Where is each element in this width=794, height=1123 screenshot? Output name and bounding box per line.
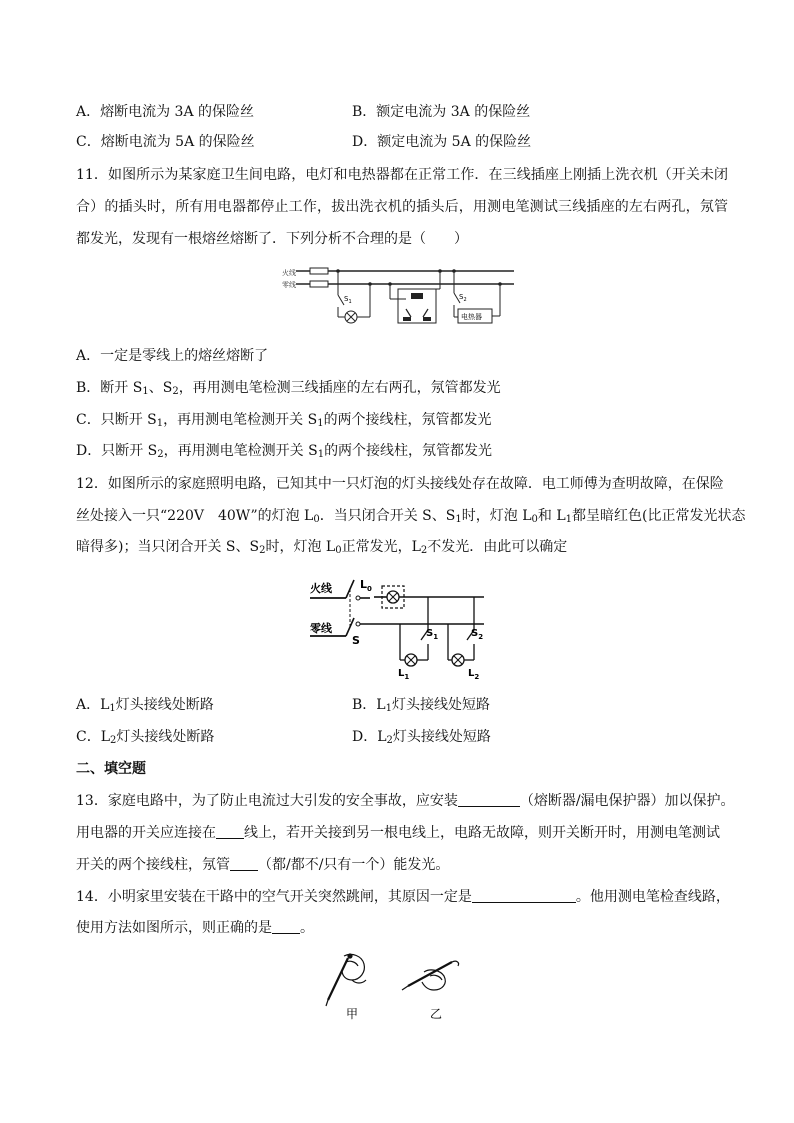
q11-fig-s2-label: $S_2$ bbox=[459, 293, 467, 303]
q12-options-row-1 bbox=[76, 695, 736, 715]
q10-option-c: C．熔断电流为 5A 的保险丝 bbox=[76, 134, 255, 150]
q14-line-2: 使用方法如图所示，则正确的是 。 bbox=[76, 920, 314, 936]
q11-option-c: C．只断开 $S_1$，再用测电笔检测开关 $S_1$的两个接线柱，氖管都发光 bbox=[76, 412, 492, 429]
q14-hand-yi bbox=[402, 961, 459, 990]
q12-option-d: D．$L_2$灯头接线处短路 bbox=[352, 729, 491, 746]
q12-option-b: B．$L_1$灯头接线处短路 bbox=[352, 697, 490, 714]
q11-stem: 11．如图所示为某家庭卫生间电路，电灯和电热器都在正常工作．在三线插座上刚插上洗衣机（开关未闭合）的插头时，所有用电器都停止工作，拔出洗衣机的插头后，用测电笔测试三线插座的左右两孔，氖管都发光，发现有一根熔丝熔断了．下列分析不合理的是（ ） bbox=[76, 167, 728, 247]
q11-fig-live-label: 火线 bbox=[282, 269, 296, 277]
q13-blank-3[interactable] bbox=[230, 856, 258, 871]
q14-test-pen-figure bbox=[322, 950, 472, 1024]
q11-option-b: B．断开 $S_1$、$S_2$，再用测电笔检测三线插座的左右两孔，氖管都发光 bbox=[76, 380, 501, 397]
q14-hand-jia bbox=[326, 954, 366, 1006]
q13-blank-1[interactable] bbox=[458, 792, 520, 807]
q10-option-a: A．熔断电流为 3A 的保险丝 bbox=[76, 104, 255, 120]
q11-fig-s1-label: $S_1$ bbox=[344, 295, 352, 305]
q13-line-2: 用电器的开关应连接在 线上，若开关接到另一根电线上，电路无故障，则开关断开时，用测电笔测试 bbox=[76, 825, 720, 841]
q12-options-row-2 bbox=[76, 727, 736, 747]
q10-option-b: B．额定电流为 3A 的保险丝 bbox=[352, 104, 531, 120]
q12-circuit-figure bbox=[308, 574, 488, 680]
q12-fig-l0-label: $L_0$ bbox=[360, 578, 372, 593]
q12-fig-s1-label: $S_1$ bbox=[426, 628, 439, 641]
q10-options-row-2 bbox=[76, 132, 736, 152]
q14-blank-2[interactable] bbox=[272, 919, 300, 934]
q11-option-d: D．只断开 $S_2$，再用测电笔检测开关 $S_1$的两个接线柱，氖管都发光 bbox=[76, 443, 493, 460]
q13-line-1: 13．家庭电路中，为了防止电流过大引发的安全事故，应安装 （熔断器/漏电保护器）加以保护。 bbox=[76, 793, 735, 809]
q14-fig-jia-label: 甲 bbox=[346, 1007, 359, 1021]
q12-fig-l1-label: $L_1$ bbox=[398, 668, 410, 680]
q14-line-1: 14．小明家里安装在干路中的空气开关突然跳闸，其原因一定是 。他用测电笔检查线路， bbox=[76, 889, 730, 905]
q13-line-3: 开关的两个接线柱，氖管 （都/都不/只有一个）能发光。 bbox=[76, 857, 450, 873]
q13-blank-2[interactable] bbox=[216, 824, 244, 839]
q12-stem-line-2: 丝处接入一只“220V 40W”的灯泡 $L_0$．当只闭合开关 S、$S_1$时，灯泡 $L_0$和 $L_1$都呈暗红色(比正常发光状态 bbox=[76, 508, 746, 525]
q12-option-a: A．$L_1$灯头接线处断路 bbox=[76, 697, 214, 714]
q11-circuit-figure bbox=[278, 259, 518, 331]
q12-fig-l2-label: $L_2$ bbox=[468, 668, 480, 680]
q12-fig-neutral-label: 零线 bbox=[310, 622, 332, 635]
q12-stem-line-3: 暗得多)；当只闭合开关 S、$S_2$时，灯泡 $L_0$正常发光，$L_2$不发光．由此可以确定 bbox=[76, 539, 568, 556]
section-2-heading: 二、填空题 bbox=[76, 761, 146, 777]
q14-fig-yi-label: 乙 bbox=[430, 1007, 443, 1021]
q12-fig-live-label: 火线 bbox=[310, 582, 332, 595]
q12-fig-s2-label: $S_2$ bbox=[471, 628, 484, 641]
q12-stem-line-1: 12．如图所示的家庭照明电路，已知其中一只灯泡的灯头接线处存在故障．电工师傅为查明故障，在保险 bbox=[76, 476, 724, 492]
q14-blank-1[interactable] bbox=[472, 888, 576, 903]
q11-fig-neutral-label: 零线 bbox=[282, 281, 296, 289]
q12-fig-s-label: S bbox=[352, 634, 360, 647]
q11-fig-heater-label: 电热器 bbox=[461, 313, 482, 321]
q12-option-c: C．$L_2$灯头接线处断路 bbox=[76, 729, 215, 746]
q10-option-d: D．额定电流为 5A 的保险丝 bbox=[352, 134, 532, 150]
q10-options-row-1 bbox=[76, 102, 736, 122]
q11-option-a: A．一定是零线上的熔丝熔断了 bbox=[76, 348, 269, 364]
